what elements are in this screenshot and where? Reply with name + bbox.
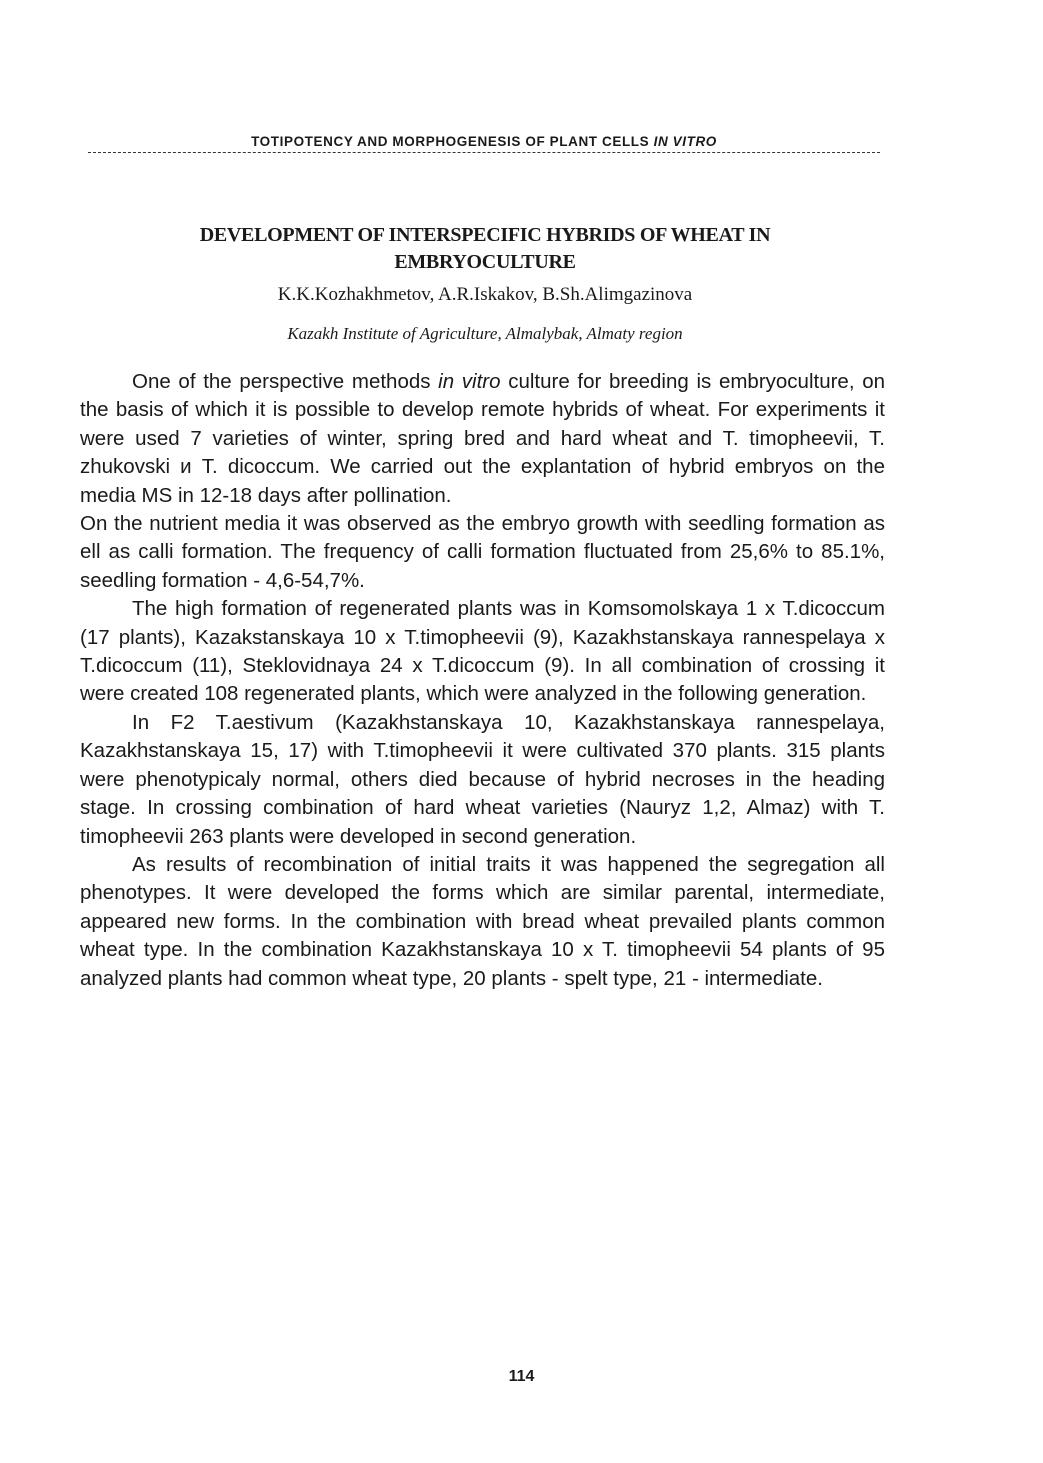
article-body [80,368,885,993]
paragraph-1 [80,368,885,510]
paragraph-1-italic-term: in vitro [438,370,501,393]
running-header-italic: IN VITRO [653,134,717,149]
paragraph-1-start: One of the perspective methods [132,370,439,393]
article-affiliation: Kazakh Institute of Agriculture, Almalybak, Almaty region [287,324,683,343]
article-title: DEVELOPMENT OF INTERSPECIFIC HYBRIDS OF WHEAT IN EMBRYOCULTURE [199,224,771,273]
paragraph-2: On the nutrient media it was observed as the embryo growth with seedling formation as ell as calli formation. The frequency of calli formation fluctuated from 25,6% to 85.1%, seedling formation - 4,6-54,7%. [80,512,885,592]
running-header-title: TOTIPOTENCY AND MORPHOGENESIS OF PLANT CELLS [251,134,650,149]
article-authors: K.K.Kozhakhmetov, A.R.Iskakov, B.Sh.Alimgazinova [277,284,693,305]
paragraph-1-end: culture for breeding is embryoculture, on the basis of which it is possible to develop remote hybrids of wheat. For experiments it were used 7 varieties of winter, spring bred and hard wheat and T. timopheevii, T. zhukovski и T. dicoccum. We carried out the explantation of hybrid embryos on the media MS in 12-18 days after pollination. [80,370,885,507]
title-block [80,222,890,346]
page-number: 114 [508,1368,535,1385]
paragraph-5: As results of recombination of initial traits it was happened the segregation all phenotypes. It were developed the forms which are similar parental, intermediate, appeared new forms. In the combination with bread wheat prevailed plants common wheat type. In the combination Kazakhstanskaya 10 x T. timopheevii 54 plants of 95 analyzed plants had common wheat type, 20 plants - spelt type, 21 - intermediate. [80,852,885,990]
running-header [88,134,880,153]
paragraph-4: In F2 T.aestivum (Kazakhstanskaya 10, Kazakhstanskaya rannespelaya, Kazakhstanskaya 15, 17) with T.timopheevii it were cultivated 370 plants. 315 plants were phenotypicaly normal, others died because of hybrid necroses in the heading stage. In crossing combination of hard wheat varieties (Nauryz 1,2, Almaz) with T. timopheevii 263 plants were developed in second generation. [80,710,885,848]
paragraph-3: The high formation of regenerated plants was in Komsomolskaya 1 x T.dicoccum (17 plants), Kazakstanskaya 10 x T.timopheevii (9), Kazakhstanskaya rannespelaya x T.dicoccum (11), Steklovidnaya 24 x T.dicoccum (9). In all combination of crossing it were created 108 regenerated plants, which were analyzed in the following generation. [80,597,885,706]
